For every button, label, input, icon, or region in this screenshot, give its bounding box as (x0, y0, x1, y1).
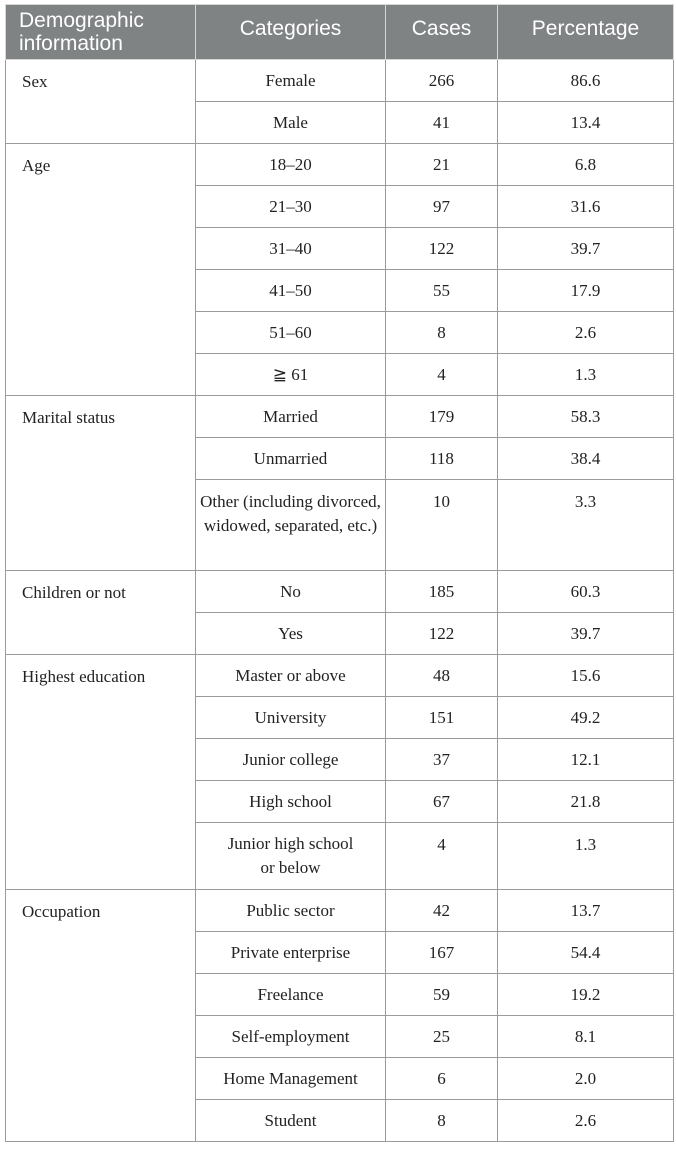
percentage-cell: 58.3 (498, 396, 674, 438)
category-cell: 18–20 (196, 144, 386, 186)
table-row (6, 890, 674, 932)
percentage-cell: 49.2 (498, 697, 674, 739)
table-header (6, 5, 674, 60)
category-cell: Master or above (196, 655, 386, 697)
category-cell: Public sector (196, 890, 386, 932)
cases-cell: 67 (386, 781, 498, 823)
header-row (6, 5, 674, 60)
category-cell: 41–50 (196, 270, 386, 312)
percentage-cell: 13.7 (498, 890, 674, 932)
percentage-cell: 54.4 (498, 932, 674, 974)
group-label-age: Age (6, 144, 196, 396)
cases-cell: 151 (386, 697, 498, 739)
group-label-occupation: Occupation (6, 890, 196, 1142)
percentage-cell: 13.4 (498, 102, 674, 144)
percentage-cell: 2.6 (498, 1100, 674, 1142)
cases-cell: 122 (386, 228, 498, 270)
percentage-cell: 21.8 (498, 781, 674, 823)
category-cell: Junior college (196, 739, 386, 781)
cases-cell: 59 (386, 974, 498, 1016)
cases-cell: 122 (386, 613, 498, 655)
percentage-cell: 39.7 (498, 228, 674, 270)
cases-cell: 55 (386, 270, 498, 312)
percentage-cell: 2.0 (498, 1058, 674, 1100)
category-cell: Male (196, 102, 386, 144)
percentage-cell: 38.4 (498, 438, 674, 480)
cases-cell: 8 (386, 312, 498, 354)
group-label-sex: Sex (6, 60, 196, 144)
percentage-cell: 8.1 (498, 1016, 674, 1058)
cases-cell: 185 (386, 571, 498, 613)
cases-cell: 21 (386, 144, 498, 186)
cases-cell: 25 (386, 1016, 498, 1058)
category-cell: Unmarried (196, 438, 386, 480)
group-label-children-or-not: Children or not (6, 571, 196, 655)
cases-cell: 42 (386, 890, 498, 932)
cases-cell: 41 (386, 102, 498, 144)
percentage-cell: 1.3 (498, 823, 674, 890)
category-cell: Student (196, 1100, 386, 1142)
category-cell: Self-employment (196, 1016, 386, 1058)
cases-cell: 118 (386, 438, 498, 480)
cases-cell: 8 (386, 1100, 498, 1142)
percentage-cell: 39.7 (498, 613, 674, 655)
percentage-cell: 3.3 (498, 480, 674, 571)
cases-cell: 179 (386, 396, 498, 438)
category-cell: Freelance (196, 974, 386, 1016)
table-row (6, 571, 674, 613)
percentage-cell: 12.1 (498, 739, 674, 781)
category-cell: 31–40 (196, 228, 386, 270)
category-cell: High school (196, 781, 386, 823)
header-demographic-information: Demographic information (6, 5, 196, 60)
percentage-cell: 17.9 (498, 270, 674, 312)
percentage-cell: 15.6 (498, 655, 674, 697)
category-cell: Home Management (196, 1058, 386, 1100)
percentage-cell: 6.8 (498, 144, 674, 186)
table-row (6, 655, 674, 697)
category-cell: Female (196, 60, 386, 102)
cases-cell: 266 (386, 60, 498, 102)
header-categories: Categories (196, 5, 386, 60)
percentage-cell: 60.3 (498, 571, 674, 613)
cases-cell: 10 (386, 480, 498, 571)
group-label-highest-education: Highest education (6, 655, 196, 890)
table-row (6, 60, 674, 102)
table-row (6, 144, 674, 186)
percentage-cell: 1.3 (498, 354, 674, 396)
percentage-cell: 86.6 (498, 60, 674, 102)
category-cell: University (196, 697, 386, 739)
table-row (6, 396, 674, 438)
category-cell: Yes (196, 613, 386, 655)
category-cell: 51–60 (196, 312, 386, 354)
category-cell: Private enterprise (196, 932, 386, 974)
cases-cell: 4 (386, 354, 498, 396)
cases-cell: 167 (386, 932, 498, 974)
header-cases: Cases (386, 5, 498, 60)
group-label-marital-status: Marital status (6, 396, 196, 571)
category-cell: Married (196, 396, 386, 438)
percentage-cell: 31.6 (498, 186, 674, 228)
category-cell: No (196, 571, 386, 613)
cases-cell: 6 (386, 1058, 498, 1100)
cases-cell: 37 (386, 739, 498, 781)
category-cell: 21–30 (196, 186, 386, 228)
cases-cell: 4 (386, 823, 498, 890)
demographics-table (5, 4, 674, 1142)
cases-cell: 48 (386, 655, 498, 697)
category-cell: ≧ 61 (196, 354, 386, 396)
table-body (6, 60, 674, 1142)
header-percentage: Percentage (498, 5, 674, 60)
cases-cell: 97 (386, 186, 498, 228)
percentage-cell: 2.6 (498, 312, 674, 354)
category-cell: Junior high school or below (196, 823, 386, 890)
percentage-cell: 19.2 (498, 974, 674, 1016)
category-cell: Other (including divorced, widowed, separated, etc.) (196, 480, 386, 571)
